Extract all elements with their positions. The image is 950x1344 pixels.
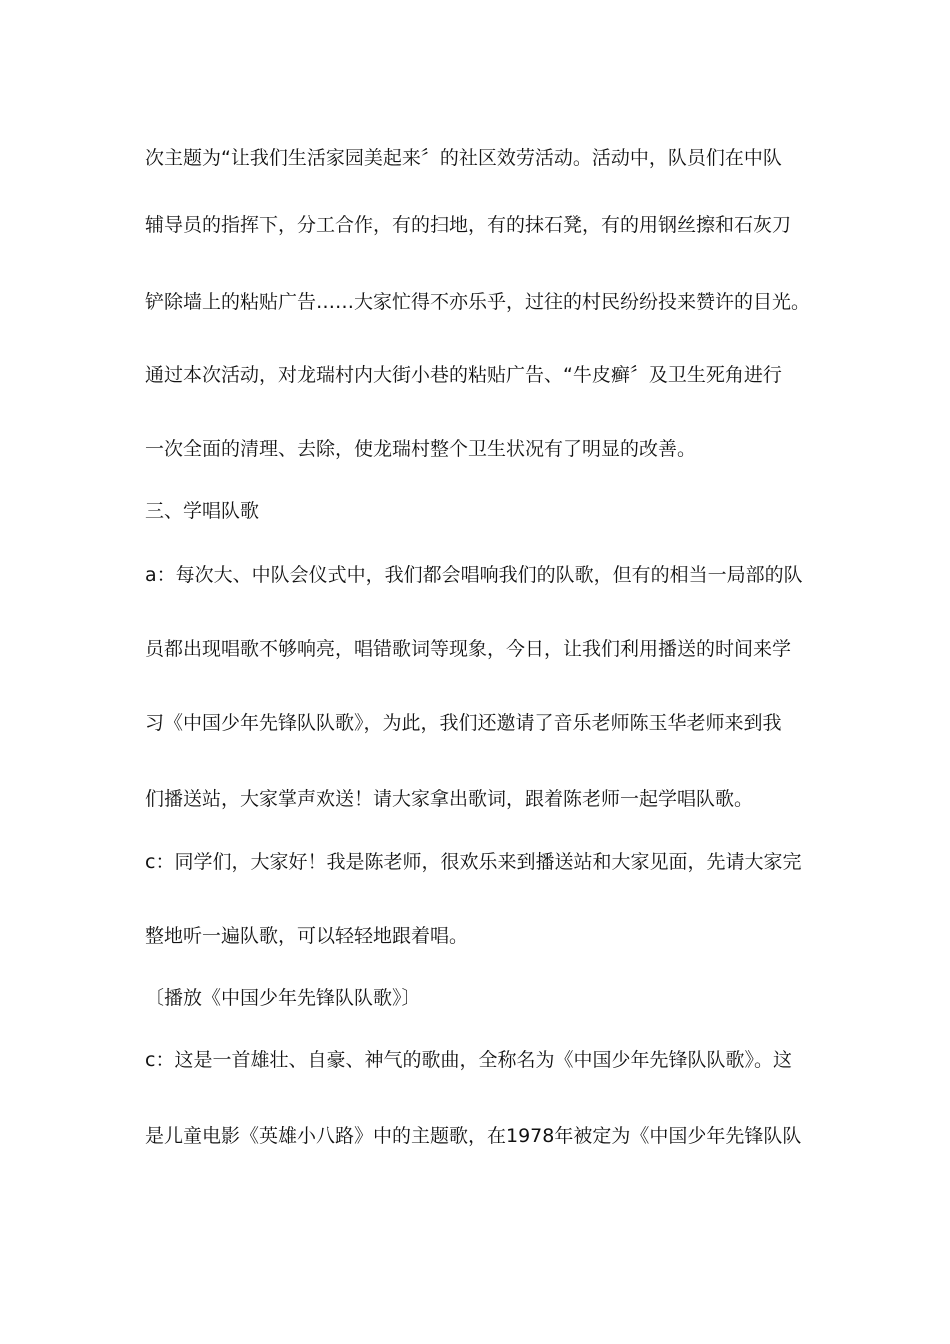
text-line: 一次全面的清理、去除，使龙瑞村整个卫生状况有了明显的改善。 (145, 438, 697, 460)
text-line: 整地听一遍队歌，可以轻轻地跟着唱。 (145, 925, 469, 947)
text-line: 〔播放《中国少年先锋队队歌》〕 (145, 987, 421, 1009)
text-line: 习《中国少年先锋队队歌》，为此，我们还邀请了音乐老师陈玉华老师来到我 (145, 712, 782, 734)
text-line: 员都出现唱歌不够响亮，唱错歌词等现象，今日，让我们利用播送的时间来学 (145, 638, 792, 660)
text-line: 通过本次活动，对龙瑞村内大街小巷的粘贴广告、“牛皮癣〞及卫生死角进行 (145, 364, 782, 386)
text-line: c：同学们，大家好！我是陈老师，很欢乐来到播送站和大家见面，先请大家完 (145, 851, 802, 873)
text-line: 次主题为“让我们生活家园美起来〞的社区效劳活动。活动中，队员们在中队 (145, 147, 782, 169)
text-line: 们播送站，大家掌声欢送！请大家拿出歌词，跟着陈老师一起学唱队歌。 (145, 788, 754, 810)
text-line: c：这是一首雄壮、自豪、神气的歌曲，全称名为《中国少年先锋队队歌》。这 (145, 1049, 792, 1071)
text-line: 辅导员的指挥下，分工合作，有的扫地，有的抹石凳，有的用钢丝擦和石灰刀 (145, 214, 792, 236)
text-line: 是儿童电影《英雄小八路》中的主题歌，在1978年被定为《中国少年先锋队队 (145, 1125, 802, 1147)
text-line: a：每次大、中队会仪式中，我们都会唱响我们的队歌，但有的相当一局部的队 (145, 564, 803, 586)
section-heading: 三、学唱队歌 (145, 500, 260, 522)
text-line: 铲除墙上的粘贴广告……大家忙得不亦乐乎，过往的村民纷纷投来赞许的目光。 (145, 291, 811, 313)
